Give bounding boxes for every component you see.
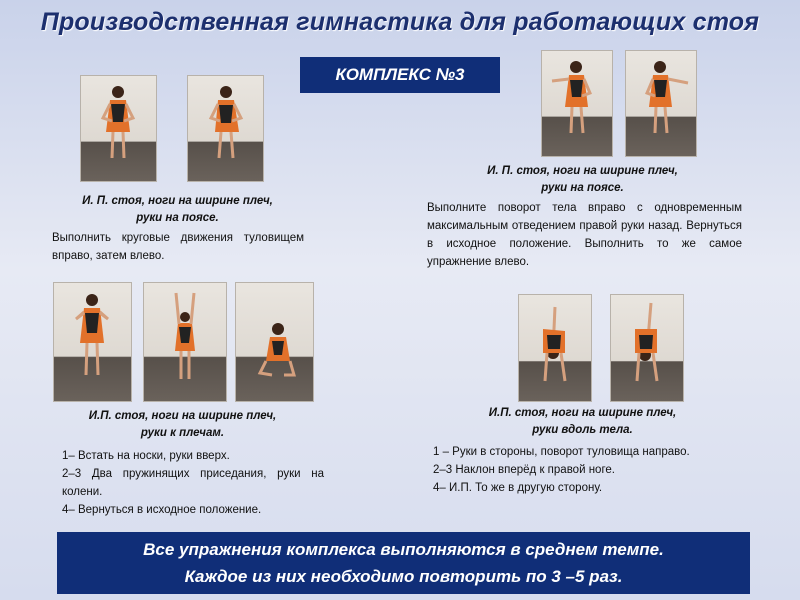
standing-person-icon xyxy=(81,76,156,181)
exercise-4-photo-2 xyxy=(610,294,684,402)
exercise-4-steps xyxy=(433,443,738,497)
arms-up-person-icon xyxy=(144,283,226,401)
exercise-1-photo-2 xyxy=(187,75,264,182)
step-item: 1 – Руки в стороны, поворот туловища направо. xyxy=(433,446,690,458)
standing-person-icon xyxy=(54,283,131,401)
step-item: 4– Вернуться в исходное положение. xyxy=(62,504,262,516)
exercise-2-photo-1 xyxy=(541,50,613,157)
complex-badge: КОМПЛЕКС №3 xyxy=(300,57,500,93)
exercise-3-start-position: И.П. стоя, ноги на ширине плеч, руки к плечам. xyxy=(88,410,277,439)
bending-person-icon xyxy=(611,295,683,401)
turning-person-icon xyxy=(542,51,612,156)
exercise-4-start-position: И.П. стоя, ноги на ширине плеч, руки вдоль тела. xyxy=(488,407,677,436)
exercise-2-photo-2 xyxy=(625,50,697,157)
step-item: 4– И.П. То же в другую сторону. xyxy=(433,482,603,494)
exercise-3-photo-1 xyxy=(53,282,132,402)
exercise-1-description: Выполнить круговые движения туловищем вправо, затем влево. xyxy=(52,232,304,262)
standing-person-icon xyxy=(188,76,263,181)
step-item: 2–3 Наклон вперёд к правой ноге. xyxy=(433,464,615,476)
exercise-1-photo-1 xyxy=(80,75,157,182)
exercise-2-start-position: И. П. стоя, ноги на ширине плеч, руки на поясе. xyxy=(487,165,678,194)
exercise-1-start-position: И. П. стоя, ноги на ширине плеч, руки на поясе. xyxy=(82,195,273,224)
exercise-3-photo-3 xyxy=(235,282,314,402)
exercise-3-steps xyxy=(62,447,324,519)
step-item: 2–3 Два пружинящих приседания, руки на колени. xyxy=(62,468,324,498)
step-item: 1– Встать на носки, руки вверх. xyxy=(62,450,230,462)
exercise-4-photo-1 xyxy=(518,294,592,402)
exercise-3-photo-2 xyxy=(143,282,227,402)
bending-person-icon xyxy=(519,295,591,401)
turning-person-icon xyxy=(626,51,696,156)
page-title: Производственная гимнастика для работающих стоя xyxy=(40,8,760,36)
squatting-person-icon xyxy=(236,283,313,401)
footer-note: Все упражнения комплекса выполняются в среднем темпе. Каждое из них необходимо повторить по 3 –5 раз. xyxy=(57,532,750,594)
exercise-2-description: Выполните поворот тела вправо с одновременным максимальным отведением правой руки назад. Вернуться в исходное положение. Выполнить то же самое упражнение влево. xyxy=(427,202,742,268)
